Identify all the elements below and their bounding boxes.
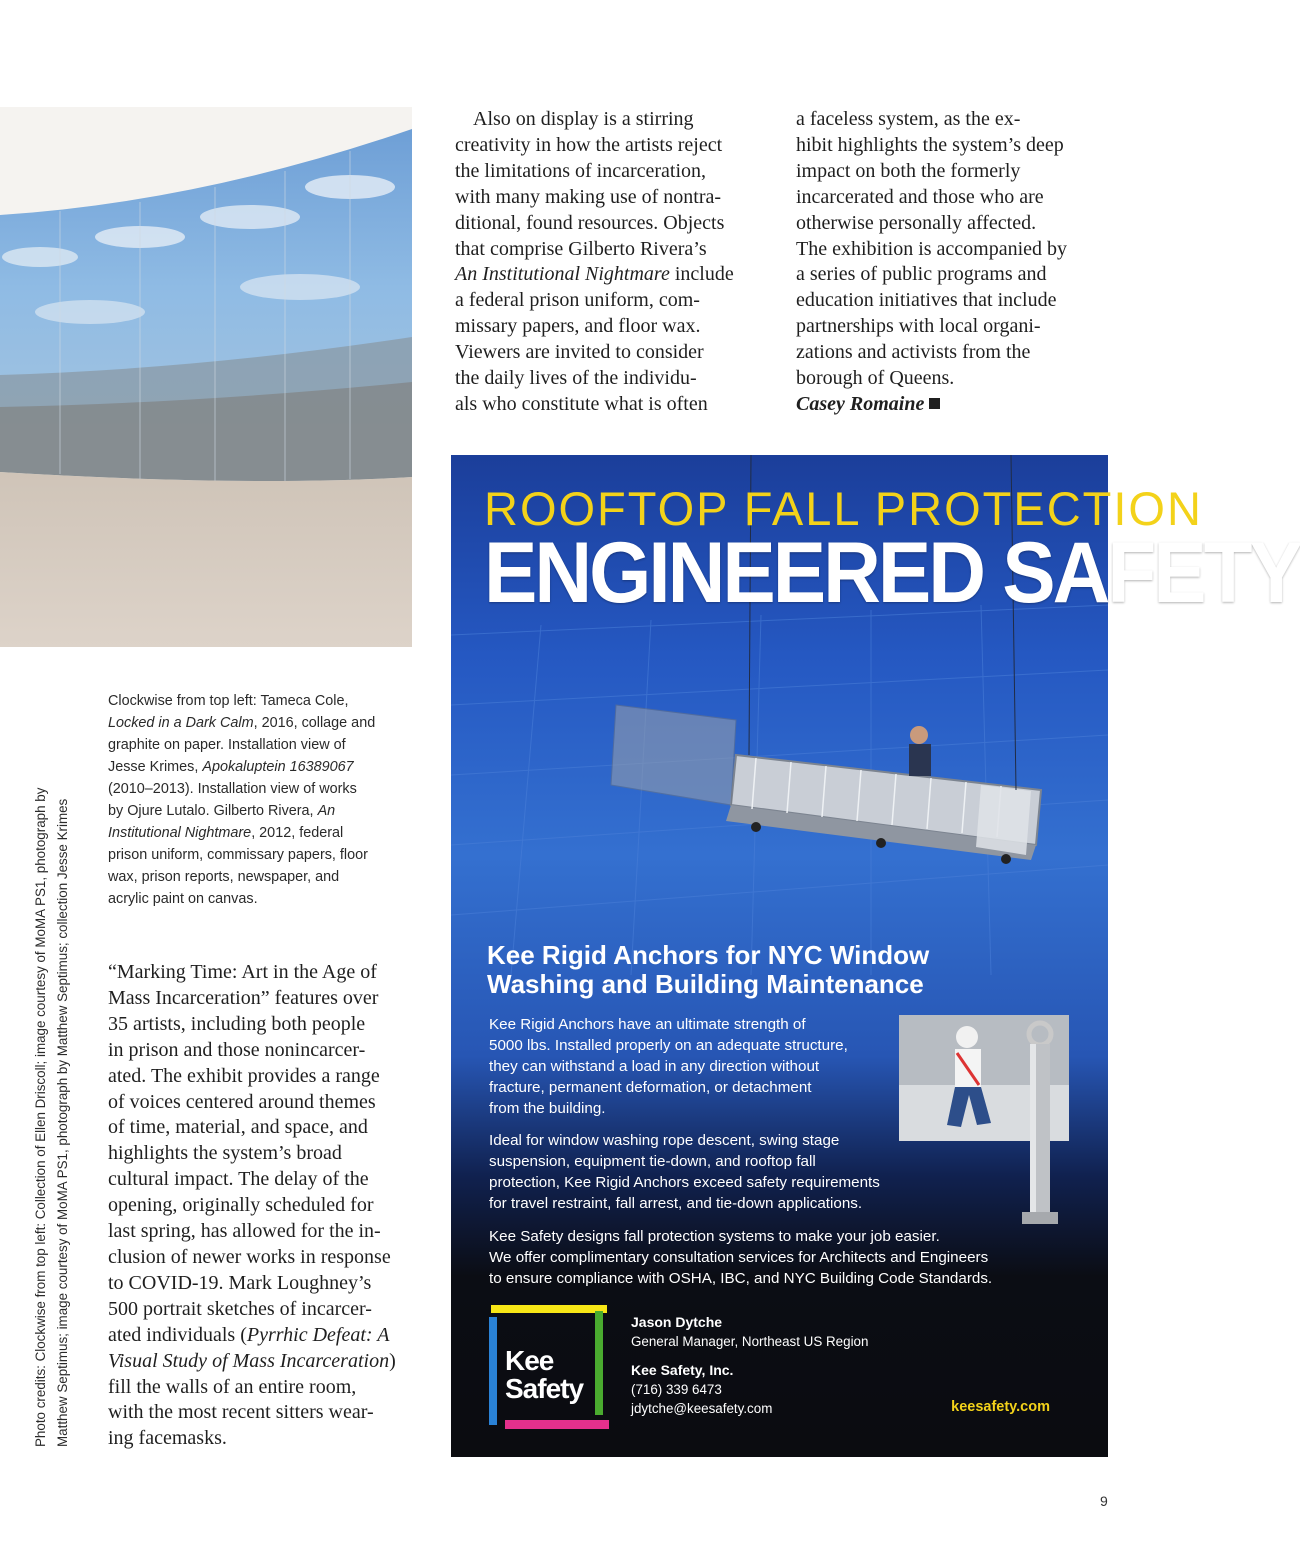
end-mark-icon	[929, 398, 940, 409]
ad-text-line: Kee Safety designs fall protection systems to make your job easier.	[489, 1228, 940, 1245]
credits-line: Photo credits: Clockwise from top left: Collection of Ellen Driscoll; image courtesy of MoMA PS1, photograph by	[33, 787, 48, 1447]
ad-text-line: from the building.	[489, 1100, 606, 1117]
article-column-2	[796, 107, 1096, 418]
caption-line: Clockwise from top left: Tameca Cole,	[108, 693, 349, 709]
caption-line	[108, 756, 418, 778]
text-line: in prison and those nonincarcer-	[108, 1038, 366, 1061]
artwork-title: Locked in a Dark Calm	[108, 715, 254, 731]
text-line: ated. The exhibit provides a range	[108, 1064, 380, 1087]
caption-line: wax, prison reports, newspaper, and	[108, 869, 340, 885]
text-line: a faceless system, as the ex-	[796, 108, 1021, 130]
text-line: Viewers are invited to consider	[455, 341, 704, 364]
text-fragment: include	[669, 263, 734, 286]
text-line: Also on display is a stirring	[473, 108, 694, 130]
text-line: 500 portrait sketches of incarcer-	[108, 1297, 372, 1320]
company-name: Kee Safety, Inc.	[631, 1362, 734, 1378]
ad-contact-block	[631, 1313, 868, 1418]
text-line: of voices centered around themes	[108, 1090, 376, 1113]
caption-line	[108, 822, 418, 844]
artwork-title: Institutional Nightmare	[108, 825, 252, 841]
kee-safety-advertisement	[451, 455, 1300, 1457]
caption-fragment: Jesse Krimes,	[108, 759, 199, 775]
text-line: to COVID-19. Mark Loughney’s	[108, 1271, 372, 1294]
ad-text-line: for travel restraint, fall arrest, and tie-down applications.	[489, 1195, 863, 1212]
caption-line: prison uniform, commissary papers, floor	[108, 847, 368, 863]
artwork-title: An Institutional Nightmare	[455, 263, 670, 286]
text-line: of time, material, and space, and	[108, 1116, 368, 1139]
artwork-title: Pyrrhic Defeat: A	[246, 1323, 390, 1346]
text-line: hibit highlights the system’s deep	[796, 133, 1064, 156]
ad-text-line: suspension, equipment tie-down, and rooftop fall	[489, 1153, 816, 1170]
text-line: last spring, has allowed for the in-	[108, 1220, 381, 1243]
text-line	[455, 262, 765, 288]
caption-line: graphite on paper. Installation view of	[108, 737, 346, 753]
ad-text-line: protection, Kee Rigid Anchors exceed safety requirements	[489, 1174, 880, 1191]
ad-text-line: 5000 lbs. Installed properly on an adequate structure,	[489, 1037, 848, 1054]
logo-bar-yellow	[491, 1305, 607, 1313]
caption-line: acrylic paint on canvas.	[108, 891, 258, 907]
text-fragment: ated individuals (	[108, 1323, 247, 1346]
ad-text-line: Kee Rigid Anchors have an ultimate strength of	[489, 1016, 806, 1033]
text-line: with the most recent sitters wear-	[108, 1401, 374, 1424]
text-line: clusion of newer works in response	[108, 1245, 391, 1268]
author-name: Casey Romaine	[796, 392, 925, 415]
logo-wordmark	[505, 1347, 583, 1403]
ad-subheadline-line: Kee Rigid Anchors for NYC Window	[487, 940, 930, 970]
text-line: ditional, found resources. Objects	[455, 211, 725, 234]
text-line: otherwise personally affected.	[796, 211, 1037, 234]
ad-text-line: Ideal for window washing rope descent, swing stage	[489, 1132, 840, 1149]
contact-email: jdytche@keesafety.com	[631, 1401, 773, 1416]
artwork-title: Apokaluptein 16389067	[202, 759, 354, 775]
text-line: incarcerated and those who are	[796, 185, 1044, 208]
caption-fragment: , 2016, collage and	[253, 715, 376, 731]
ad-subheadline	[487, 941, 1047, 999]
text-line: opening, originally scheduled for	[108, 1194, 374, 1217]
ad-paragraph-strength	[489, 1014, 889, 1119]
ad-text-line: We offer complimentary consultation services for Architects and Engineers	[489, 1249, 989, 1266]
ad-headline-top: ROOFTOP FALL PROTECTION	[484, 482, 1203, 535]
artwork-title: Visual Study of Mass Incarceration	[108, 1349, 390, 1372]
credits-line: Matthew Septimus; image courtesy of MoMA PS1, photograph by Matthew Septimus; collection Jesse Krimes	[55, 798, 70, 1447]
ad-website-link[interactable]: keesafety.com	[951, 1399, 1050, 1415]
text-line: highlights the system’s broad	[108, 1142, 342, 1165]
ad-text-line: to ensure compliance with OSHA, IBC, and NYC Building Code Standards.	[489, 1270, 993, 1287]
page-number: 9	[1100, 1493, 1108, 1509]
text-line: partnerships with local organi-	[796, 315, 1041, 338]
article-column-3	[108, 960, 418, 1452]
text-line: the limitations of incarceration,	[455, 159, 707, 182]
artwork-title: An	[317, 803, 336, 819]
logo-bar-green	[595, 1311, 603, 1415]
ad-subheadline-line: Washing and Building Maintenance	[487, 969, 924, 999]
article-column-1	[455, 107, 765, 418]
text-line: that comprise Gilberto Rivera’s	[455, 237, 707, 260]
caption-line	[108, 800, 418, 822]
text-line: ing facemasks.	[108, 1427, 227, 1450]
ad-headline-main: ENGINEERED SAFETY	[484, 524, 1300, 621]
text-fragment: )	[389, 1349, 396, 1372]
text-line: 35 artists, including both people	[108, 1012, 366, 1035]
caption-line	[108, 712, 418, 734]
text-line: zations and activists from the	[796, 341, 1031, 364]
photo-caption	[108, 690, 418, 910]
text-line: a series of public programs and	[796, 263, 1047, 286]
text-line: The exhibition is accompanied by	[796, 237, 1068, 260]
text-line: Mass Incarceration” features over	[108, 986, 379, 1009]
logo-bar-blue	[489, 1317, 497, 1425]
text-line: cultural impact. The delay of the	[108, 1168, 369, 1191]
ad-text-line: they can withstand a load in any direction without	[489, 1058, 820, 1075]
rigid-anchor-image	[1016, 1020, 1062, 1240]
text-line: with many making use of nontra-	[455, 185, 722, 208]
ad-text-line: fracture, permanent deformation, or detachment	[489, 1079, 812, 1096]
text-line	[108, 1323, 418, 1349]
text-line: fill the walls of an entire room,	[108, 1375, 357, 1398]
ad-paragraph-services	[489, 1226, 1049, 1289]
installation-photo	[0, 107, 412, 647]
text-line: the daily lives of the individu-	[455, 367, 697, 390]
text-line: impact on both the formerly	[796, 159, 1021, 182]
photo-credits	[30, 667, 74, 1447]
text-line: missary papers, and floor wax.	[455, 315, 701, 338]
contact-title: General Manager, Northeast US Region	[631, 1334, 869, 1349]
text-line: als who constitute what is often	[455, 392, 708, 415]
text-line: “Marking Time: Art in the Age of	[108, 961, 377, 983]
logo-word: Kee	[505, 1345, 554, 1376]
logo-bar-pink	[505, 1420, 609, 1429]
text-line: creativity in how the artists reject	[455, 133, 723, 156]
caption-line: (2010–2013). Installation view of works	[108, 781, 357, 797]
text-line	[108, 1349, 418, 1375]
logo-word: Safety	[505, 1373, 584, 1404]
ad-paragraph-uses	[489, 1130, 909, 1214]
contact-name: Jason Dytche	[631, 1314, 723, 1330]
text-line: a federal prison uniform, com-	[455, 289, 700, 312]
kee-safety-logo	[487, 1305, 611, 1431]
caption-fragment: , 2012, federal	[251, 825, 344, 841]
caption-fragment: by Ojure Lutalo. Gilberto Rivera,	[108, 803, 314, 819]
text-line: education initiatives that include	[796, 289, 1057, 312]
text-line: borough of Queens.	[796, 367, 955, 390]
author-signature	[796, 392, 1096, 418]
contact-phone: (716) 339 6473	[631, 1382, 722, 1397]
